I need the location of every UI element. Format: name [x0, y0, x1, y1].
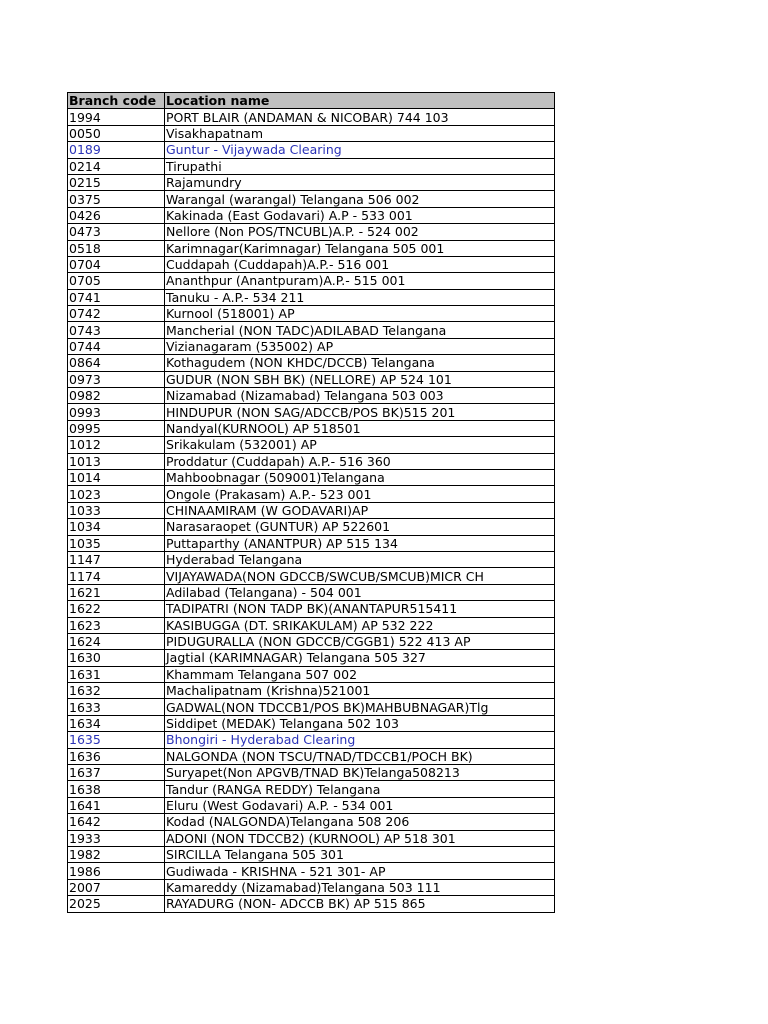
- branch-code-cell: 0995: [68, 420, 165, 436]
- location-name-cell: Cuddapah (Cuddapah)A.P.- 516 001: [165, 256, 555, 272]
- header-row: [68, 93, 555, 109]
- table-row: [68, 715, 555, 731]
- table-row: [68, 863, 555, 879]
- branch-code-cell: 1623: [68, 617, 165, 633]
- table-row: [68, 125, 555, 141]
- location-name-cell: Eluru (West Godavari) A.P. - 534 001: [165, 797, 555, 813]
- table-row: [68, 371, 555, 387]
- table-row: [68, 174, 555, 190]
- branch-code-cell: 2025: [68, 896, 165, 912]
- branch-code-cell: 1174: [68, 568, 165, 584]
- branch-code-cell[interactable]: 0189: [68, 142, 165, 158]
- branch-code-cell: 1014: [68, 469, 165, 485]
- location-name-cell: PORT BLAIR (ANDAMAN & NICOBAR) 744 103: [165, 109, 555, 125]
- table-row: [68, 748, 555, 764]
- location-name-cell: Proddatur (Cuddapah) A.P.- 516 360: [165, 453, 555, 469]
- branch-code-cell: 0741: [68, 289, 165, 305]
- location-name-cell: Tirupathi: [165, 158, 555, 174]
- table-row: [68, 273, 555, 289]
- branch-code-cell: 0743: [68, 322, 165, 338]
- table-row: [68, 191, 555, 207]
- branch-code-cell: 0704: [68, 256, 165, 272]
- location-name-cell: Kamareddy (Nizamabad)Telangana 503 111: [165, 879, 555, 895]
- table-row: [68, 896, 555, 912]
- table-row: [68, 683, 555, 699]
- location-name-cell: Mahboobnagar (509001)Telangana: [165, 469, 555, 485]
- location-name-cell: SIRCILLA Telangana 505 301: [165, 846, 555, 862]
- table-row: [68, 486, 555, 502]
- location-name-cell: Tanuku - A.P.- 534 211: [165, 289, 555, 305]
- location-name-cell: Ongole (Prakasam) A.P.- 523 001: [165, 486, 555, 502]
- branch-code-cell: 2007: [68, 879, 165, 895]
- branch-code-cell: 0982: [68, 388, 165, 404]
- location-name-cell: Hyderabad Telangana: [165, 551, 555, 567]
- location-name-header: Location name: [165, 93, 555, 109]
- table-row: [68, 765, 555, 781]
- table-row: [68, 158, 555, 174]
- table-row: [68, 551, 555, 567]
- table-row: [68, 256, 555, 272]
- location-name-cell: Kurnool (518001) AP: [165, 306, 555, 322]
- branch-code-cell: 1023: [68, 486, 165, 502]
- location-name-cell: KASIBUGGA (DT. SRIKAKULAM) AP 532 222: [165, 617, 555, 633]
- table-row: [68, 109, 555, 125]
- branch-code-cell: 0473: [68, 224, 165, 240]
- branch-code-cell: 0518: [68, 240, 165, 256]
- branch-code-cell: 0705: [68, 273, 165, 289]
- branch-code-cell: 0050: [68, 125, 165, 141]
- branch-code-cell: 1632: [68, 683, 165, 699]
- branch-code-cell: 1982: [68, 846, 165, 862]
- branch-code-header: Branch code: [68, 93, 165, 109]
- branch-code-cell: 0375: [68, 191, 165, 207]
- branch-code-cell: 1621: [68, 584, 165, 600]
- table-row: [68, 338, 555, 354]
- location-name-cell: Nandyal(KURNOOL) AP 518501: [165, 420, 555, 436]
- table-row: [68, 388, 555, 404]
- location-name-cell: Rajamundry: [165, 174, 555, 190]
- table-row: [68, 633, 555, 649]
- branch-code-cell: 1622: [68, 601, 165, 617]
- branch-code-cell: 1986: [68, 863, 165, 879]
- location-name-cell: Nellore (Non POS/TNCUBL)A.P. - 524 002: [165, 224, 555, 240]
- branch-code-cell: 1147: [68, 551, 165, 567]
- table-row: [68, 469, 555, 485]
- branch-code-cell: 0214: [68, 158, 165, 174]
- location-name-cell: Mancherial (NON TADC)ADILABAD Telangana: [165, 322, 555, 338]
- branch-code-cell: 0993: [68, 404, 165, 420]
- location-name-cell: Karimnagar(Karimnagar) Telangana 505 001: [165, 240, 555, 256]
- branch-code-cell: 1633: [68, 699, 165, 715]
- location-name-cell: Machalipatnam (Krishna)521001: [165, 683, 555, 699]
- location-name-cell: GADWAL(NON TDCCB1/POS BK)MAHBUBNAGAR)Tlg: [165, 699, 555, 715]
- location-name-cell: Vizianagaram (535002) AP: [165, 338, 555, 354]
- branch-code-cell: 0426: [68, 207, 165, 223]
- location-name-cell: Khammam Telangana 507 002: [165, 666, 555, 682]
- location-name-cell: Srikakulam (532001) AP: [165, 437, 555, 453]
- location-name-cell: Adilabad (Telangana) - 504 001: [165, 584, 555, 600]
- location-name-cell: Kakinada (East Godavari) A.P - 533 001: [165, 207, 555, 223]
- branch-location-table: [67, 92, 555, 913]
- location-name-cell: Ananthpur (Anantpuram)A.P.- 515 001: [165, 273, 555, 289]
- table-row: [68, 814, 555, 830]
- location-name-cell: Visakhapatnam: [165, 125, 555, 141]
- branch-code-cell: 1034: [68, 519, 165, 535]
- table-row: [68, 322, 555, 338]
- table-row: [68, 240, 555, 256]
- table-row: [68, 879, 555, 895]
- branch-code-cell: 1035: [68, 535, 165, 551]
- location-name-cell: Jagtial (KARIMNAGAR) Telangana 505 327: [165, 650, 555, 666]
- table-row: [68, 781, 555, 797]
- branch-code-cell: 1641: [68, 797, 165, 813]
- table-row: [68, 404, 555, 420]
- location-name-cell: Kothagudem (NON KHDC/DCCB) Telangana: [165, 355, 555, 371]
- table-row: [68, 207, 555, 223]
- table-row: [68, 699, 555, 715]
- location-name-cell: ADONI (NON TDCCB2) (KURNOOL) AP 518 301: [165, 830, 555, 846]
- table-row: [68, 437, 555, 453]
- table-body: [68, 109, 555, 912]
- table-row: [68, 666, 555, 682]
- location-name-cell: Tandur (RANGA REDDY) Telangana: [165, 781, 555, 797]
- branch-code-cell[interactable]: 1635: [68, 732, 165, 748]
- branch-code-cell: 1630: [68, 650, 165, 666]
- branch-code-cell: 1933: [68, 830, 165, 846]
- branch-code-cell: 1631: [68, 666, 165, 682]
- branch-code-cell: 0742: [68, 306, 165, 322]
- table-row: [68, 535, 555, 551]
- table-row: [68, 224, 555, 240]
- location-name-cell: Narasaraopet (GUNTUR) AP 522601: [165, 519, 555, 535]
- table-row: [68, 289, 555, 305]
- branch-code-cell: 1634: [68, 715, 165, 731]
- location-name-cell: Nizamabad (Nizamabad) Telangana 503 003: [165, 388, 555, 404]
- table-row: [68, 568, 555, 584]
- location-name-cell: Kodad (NALGONDA)Telangana 508 206: [165, 814, 555, 830]
- table-row[interactable]: [68, 732, 555, 748]
- table-row: [68, 830, 555, 846]
- location-name-cell: HINDUPUR (NON SAG/ADCCB/POS BK)515 201: [165, 404, 555, 420]
- table-row: [68, 846, 555, 862]
- location-name-cell: RAYADURG (NON- ADCCB BK) AP 515 865: [165, 896, 555, 912]
- table-row: [68, 519, 555, 535]
- table-row: [68, 601, 555, 617]
- location-name-cell: PIDUGURALLA (NON GDCCB/CGGB1) 522 413 AP: [165, 633, 555, 649]
- location-name-cell: VIJAYAWADA(NON GDCCB/SWCUB/SMCUB)MICR CH: [165, 568, 555, 584]
- location-name-cell: NALGONDA (NON TSCU/TNAD/TDCCB1/POCH BK): [165, 748, 555, 764]
- table-row[interactable]: [68, 142, 555, 158]
- table-row: [68, 650, 555, 666]
- table-row: [68, 584, 555, 600]
- branch-code-cell: 0973: [68, 371, 165, 387]
- branch-code-cell: 1638: [68, 781, 165, 797]
- location-name-link[interactable]: Guntur - Vijaywada Clearing: [165, 142, 555, 158]
- branch-code-cell: 1994: [68, 109, 165, 125]
- table-row: [68, 797, 555, 813]
- branch-code-cell: 0215: [68, 174, 165, 190]
- table-row: [68, 617, 555, 633]
- branch-code-cell: 0864: [68, 355, 165, 371]
- table-row: [68, 355, 555, 371]
- branch-code-cell: 1013: [68, 453, 165, 469]
- table-row: [68, 453, 555, 469]
- location-name-cell: Warangal (warangal) Telangana 506 002: [165, 191, 555, 207]
- branch-code-cell: 1636: [68, 748, 165, 764]
- location-name-cell: TADIPATRI (NON TADP BK)(ANANTAPUR515411: [165, 601, 555, 617]
- branch-code-cell: 1624: [68, 633, 165, 649]
- location-name-cell: Suryapet(Non APGVB/TNAD BK)Telanga508213: [165, 765, 555, 781]
- table-row: [68, 502, 555, 518]
- location-name-cell: GUDUR (NON SBH BK) (NELLORE) AP 524 101: [165, 371, 555, 387]
- location-name-cell: Gudiwada - KRISHNA - 521 301- AP: [165, 863, 555, 879]
- branch-code-cell: 1012: [68, 437, 165, 453]
- table-row: [68, 420, 555, 436]
- location-name-cell: Siddipet (MEDAK) Telangana 502 103: [165, 715, 555, 731]
- branch-code-cell: 1033: [68, 502, 165, 518]
- location-name-cell: Puttaparthy (ANANTPUR) AP 515 134: [165, 535, 555, 551]
- branch-code-cell: 0744: [68, 338, 165, 354]
- location-name-cell: CHINAAMIRAM (W GODAVARI)AP: [165, 502, 555, 518]
- branch-code-cell: 1642: [68, 814, 165, 830]
- location-name-link[interactable]: Bhongiri - Hyderabad Clearing: [165, 732, 555, 748]
- branch-code-cell: 1637: [68, 765, 165, 781]
- table-row: [68, 306, 555, 322]
